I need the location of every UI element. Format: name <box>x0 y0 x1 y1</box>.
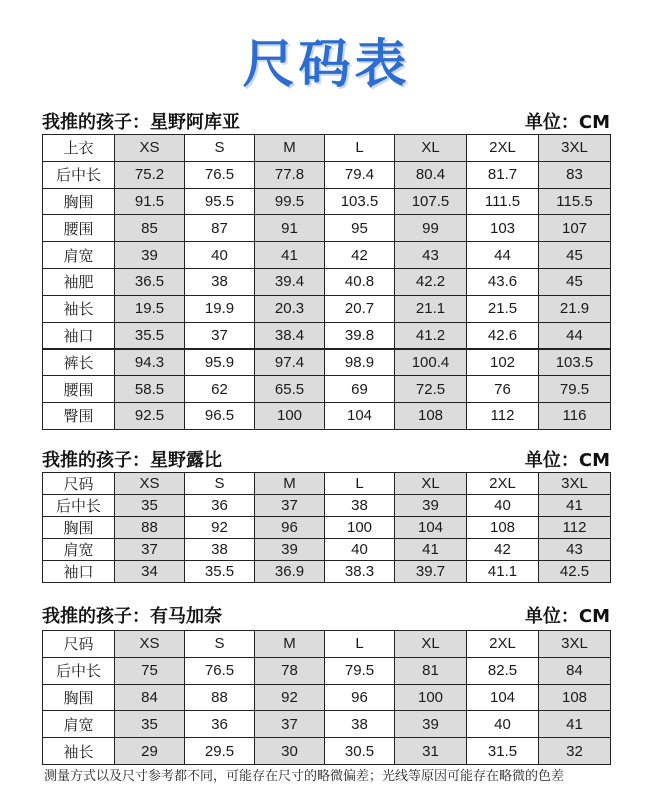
measurement-cell: 38.4 <box>255 322 325 349</box>
size-table-aqua <box>42 134 611 430</box>
measurement-cell: 87 <box>185 215 255 242</box>
measurement-cell: 82.5 <box>467 657 539 684</box>
measurement-cell: 72.5 <box>395 376 467 403</box>
measurement-cell: 94.3 <box>115 349 185 376</box>
size-header: XL <box>395 135 467 162</box>
measurement-cell: 79.4 <box>325 161 395 188</box>
table-row <box>43 161 611 188</box>
measurement-cell: 95.9 <box>185 349 255 376</box>
measurement-cell: 92.5 <box>115 402 185 429</box>
table-row <box>43 402 611 429</box>
measurement-cell: 81 <box>395 657 467 684</box>
measurement-cell: 92 <box>185 517 255 539</box>
corner-label: 尺码 <box>43 473 115 495</box>
measurement-cell: 95.5 <box>185 188 255 215</box>
table-row <box>43 738 611 765</box>
measurement-cell: 35 <box>115 711 185 738</box>
measurement-cell: 91 <box>255 215 325 242</box>
table-row <box>43 295 611 322</box>
measurement-cell: 36.5 <box>115 268 185 295</box>
measurement-cell: 44 <box>539 322 611 349</box>
measurement-cell: 96 <box>325 684 395 711</box>
size-header: M <box>255 135 325 162</box>
row-label: 袖长 <box>43 295 115 322</box>
measurement-cell: 20.7 <box>325 295 395 322</box>
footer-note: 测量方式以及尺寸参考都不同，可能存在尺寸的略微偏差；光线等原因可能存在略微的色差 <box>44 769 565 784</box>
size-header: XS <box>115 135 185 162</box>
section-header-2 <box>42 446 610 472</box>
measurement-cell: 41.2 <box>395 322 467 349</box>
size-header: XS <box>115 473 185 495</box>
measurement-cell: 42 <box>325 242 395 269</box>
table-header-row <box>43 473 611 495</box>
unit-label: 单位：CM <box>524 450 610 471</box>
measurement-cell: 37 <box>255 495 325 517</box>
measurement-cell: 43 <box>539 539 611 561</box>
measurement-cell: 83 <box>539 161 611 188</box>
row-label: 后中长 <box>43 657 115 684</box>
row-label: 后中长 <box>43 161 115 188</box>
row-label: 裤长 <box>43 349 115 376</box>
measurement-cell: 41 <box>395 539 467 561</box>
measurement-cell: 99.5 <box>255 188 325 215</box>
table-row <box>43 322 611 349</box>
table-row <box>43 684 611 711</box>
measurement-cell: 77.8 <box>255 161 325 188</box>
size-header: L <box>325 135 395 162</box>
unit-label: 单位：CM <box>524 606 610 627</box>
row-label: 肩宽 <box>43 711 115 738</box>
measurement-cell: 96.5 <box>185 402 255 429</box>
measurement-cell: 20.3 <box>255 295 325 322</box>
measurement-cell: 88 <box>115 517 185 539</box>
measurement-cell: 38 <box>185 268 255 295</box>
row-label: 胸围 <box>43 684 115 711</box>
measurement-cell: 19.5 <box>115 295 185 322</box>
table-row <box>43 561 611 583</box>
section-header-1 <box>42 108 610 134</box>
table-row <box>43 242 611 269</box>
measurement-cell: 97.4 <box>255 349 325 376</box>
measurement-cell: 104 <box>395 517 467 539</box>
measurement-cell: 36.9 <box>255 561 325 583</box>
measurement-cell: 116 <box>539 402 611 429</box>
measurement-cell: 39.4 <box>255 268 325 295</box>
measurement-cell: 99 <box>395 215 467 242</box>
measurement-cell: 41.1 <box>467 561 539 583</box>
measurement-cell: 40 <box>185 242 255 269</box>
measurement-cell: 38 <box>325 711 395 738</box>
measurement-cell: 115.5 <box>539 188 611 215</box>
measurement-cell: 43 <box>395 242 467 269</box>
measurement-cell: 35 <box>115 495 185 517</box>
size-header: 2XL <box>467 631 539 658</box>
measurement-cell: 91.5 <box>115 188 185 215</box>
measurement-cell: 79.5 <box>325 657 395 684</box>
measurement-cell: 39 <box>395 711 467 738</box>
measurement-cell: 80.4 <box>395 161 467 188</box>
measurement-cell: 38.3 <box>325 561 395 583</box>
size-header: M <box>255 631 325 658</box>
unit-label: 单位：CM <box>524 112 610 133</box>
measurement-cell: 100 <box>395 684 467 711</box>
table-row <box>43 349 611 376</box>
table-row <box>43 711 611 738</box>
measurement-cell: 69 <box>325 376 395 403</box>
measurement-cell: 40 <box>325 539 395 561</box>
size-header: 3XL <box>539 631 611 658</box>
row-label: 肩宽 <box>43 242 115 269</box>
row-label: 袖长 <box>43 738 115 765</box>
size-table-ruby <box>42 472 611 583</box>
measurement-cell: 39.8 <box>325 322 395 349</box>
measurement-cell: 108 <box>467 517 539 539</box>
table-row <box>43 657 611 684</box>
measurement-cell: 40 <box>467 495 539 517</box>
size-header: S <box>185 135 255 162</box>
size-header: S <box>185 631 255 658</box>
measurement-cell: 40 <box>467 711 539 738</box>
size-header: M <box>255 473 325 495</box>
measurement-cell: 112 <box>467 402 539 429</box>
page-title: 尺码表 <box>242 35 411 95</box>
measurement-cell: 37 <box>255 711 325 738</box>
measurement-cell: 104 <box>325 402 395 429</box>
measurement-cell: 32 <box>539 738 611 765</box>
measurement-cell: 41 <box>539 495 611 517</box>
measurement-cell: 108 <box>395 402 467 429</box>
measurement-cell: 31.5 <box>467 738 539 765</box>
section-header-3 <box>42 602 610 628</box>
size-header: 3XL <box>539 473 611 495</box>
measurement-cell: 42 <box>467 539 539 561</box>
size-header: XL <box>395 473 467 495</box>
measurement-cell: 79.5 <box>539 376 611 403</box>
row-label: 臀围 <box>43 402 115 429</box>
measurement-cell: 40.8 <box>325 268 395 295</box>
table-row <box>43 188 611 215</box>
measurement-cell: 84 <box>539 657 611 684</box>
measurement-cell: 31 <box>395 738 467 765</box>
measurement-cell: 21.9 <box>539 295 611 322</box>
table-header-row <box>43 135 611 162</box>
measurement-cell: 36 <box>185 495 255 517</box>
measurement-cell: 30.5 <box>325 738 395 765</box>
table-row <box>43 215 611 242</box>
measurement-cell: 45 <box>539 242 611 269</box>
measurement-cell: 37 <box>115 539 185 561</box>
measurement-cell: 103 <box>467 215 539 242</box>
measurement-cell: 85 <box>115 215 185 242</box>
size-header: 3XL <box>539 135 611 162</box>
measurement-cell: 42.5 <box>539 561 611 583</box>
measurement-cell: 38 <box>185 539 255 561</box>
measurement-cell: 65.5 <box>255 376 325 403</box>
measurement-cell: 45 <box>539 268 611 295</box>
measurement-cell: 96 <box>255 517 325 539</box>
measurement-cell: 81.7 <box>467 161 539 188</box>
measurement-cell: 92 <box>255 684 325 711</box>
measurement-cell: 38 <box>325 495 395 517</box>
measurement-cell: 37 <box>185 322 255 349</box>
measurement-cell: 29.5 <box>185 738 255 765</box>
row-label: 肩宽 <box>43 539 115 561</box>
size-header: XS <box>115 631 185 658</box>
section-title: 我推的孩子：有马加奈 <box>42 606 222 627</box>
table-row <box>43 495 611 517</box>
measurement-cell: 34 <box>115 561 185 583</box>
measurement-cell: 107 <box>539 215 611 242</box>
measurement-cell: 30 <box>255 738 325 765</box>
row-label: 袖肥 <box>43 268 115 295</box>
corner-label: 尺码 <box>43 631 115 658</box>
measurement-cell: 111.5 <box>467 188 539 215</box>
corner-label: 上衣 <box>43 135 115 162</box>
row-label: 后中长 <box>43 495 115 517</box>
measurement-cell: 107.5 <box>395 188 467 215</box>
size-header: 2XL <box>467 473 539 495</box>
size-header: L <box>325 473 395 495</box>
measurement-cell: 76.5 <box>185 161 255 188</box>
measurement-cell: 75 <box>115 657 185 684</box>
measurement-cell: 41 <box>255 242 325 269</box>
table-row <box>43 268 611 295</box>
table-header-row <box>43 631 611 658</box>
measurement-cell: 88 <box>185 684 255 711</box>
measurement-cell: 39 <box>115 242 185 269</box>
row-label: 袖口 <box>43 322 115 349</box>
measurement-cell: 42.6 <box>467 322 539 349</box>
row-label: 腰围 <box>43 376 115 403</box>
size-table-kana <box>42 630 611 765</box>
measurement-cell: 21.5 <box>467 295 539 322</box>
measurement-cell: 75.2 <box>115 161 185 188</box>
measurement-cell: 100.4 <box>395 349 467 376</box>
measurement-cell: 43.6 <box>467 268 539 295</box>
measurement-cell: 76.5 <box>185 657 255 684</box>
measurement-cell: 39 <box>395 495 467 517</box>
size-header: S <box>185 473 255 495</box>
section-title: 我推的孩子：星野阿库亚 <box>42 112 240 133</box>
measurement-cell: 21.1 <box>395 295 467 322</box>
size-header: XL <box>395 631 467 658</box>
measurement-cell: 112 <box>539 517 611 539</box>
measurement-cell: 98.9 <box>325 349 395 376</box>
measurement-cell: 102 <box>467 349 539 376</box>
measurement-cell: 100 <box>325 517 395 539</box>
measurement-cell: 44 <box>467 242 539 269</box>
table-row <box>43 539 611 561</box>
row-label: 胸围 <box>43 517 115 539</box>
measurement-cell: 100 <box>255 402 325 429</box>
measurement-cell: 103.5 <box>325 188 395 215</box>
measurement-cell: 36 <box>185 711 255 738</box>
measurement-cell: 35.5 <box>115 322 185 349</box>
row-label: 胸围 <box>43 188 115 215</box>
measurement-cell: 39.7 <box>395 561 467 583</box>
measurement-cell: 41 <box>539 711 611 738</box>
measurement-cell: 84 <box>115 684 185 711</box>
table-row <box>43 517 611 539</box>
measurement-cell: 108 <box>539 684 611 711</box>
size-header: L <box>325 631 395 658</box>
row-label: 袖口 <box>43 561 115 583</box>
measurement-cell: 19.9 <box>185 295 255 322</box>
measurement-cell: 78 <box>255 657 325 684</box>
measurement-cell: 76 <box>467 376 539 403</box>
table-row <box>43 376 611 403</box>
measurement-cell: 62 <box>185 376 255 403</box>
size-header: 2XL <box>467 135 539 162</box>
measurement-cell: 35.5 <box>185 561 255 583</box>
measurement-cell: 103.5 <box>539 349 611 376</box>
measurement-cell: 58.5 <box>115 376 185 403</box>
measurement-cell: 104 <box>467 684 539 711</box>
section-title: 我推的孩子：星野露比 <box>42 450 222 471</box>
row-label: 腰围 <box>43 215 115 242</box>
measurement-cell: 39 <box>255 539 325 561</box>
measurement-cell: 29 <box>115 738 185 765</box>
measurement-cell: 95 <box>325 215 395 242</box>
measurement-cell: 42.2 <box>395 268 467 295</box>
